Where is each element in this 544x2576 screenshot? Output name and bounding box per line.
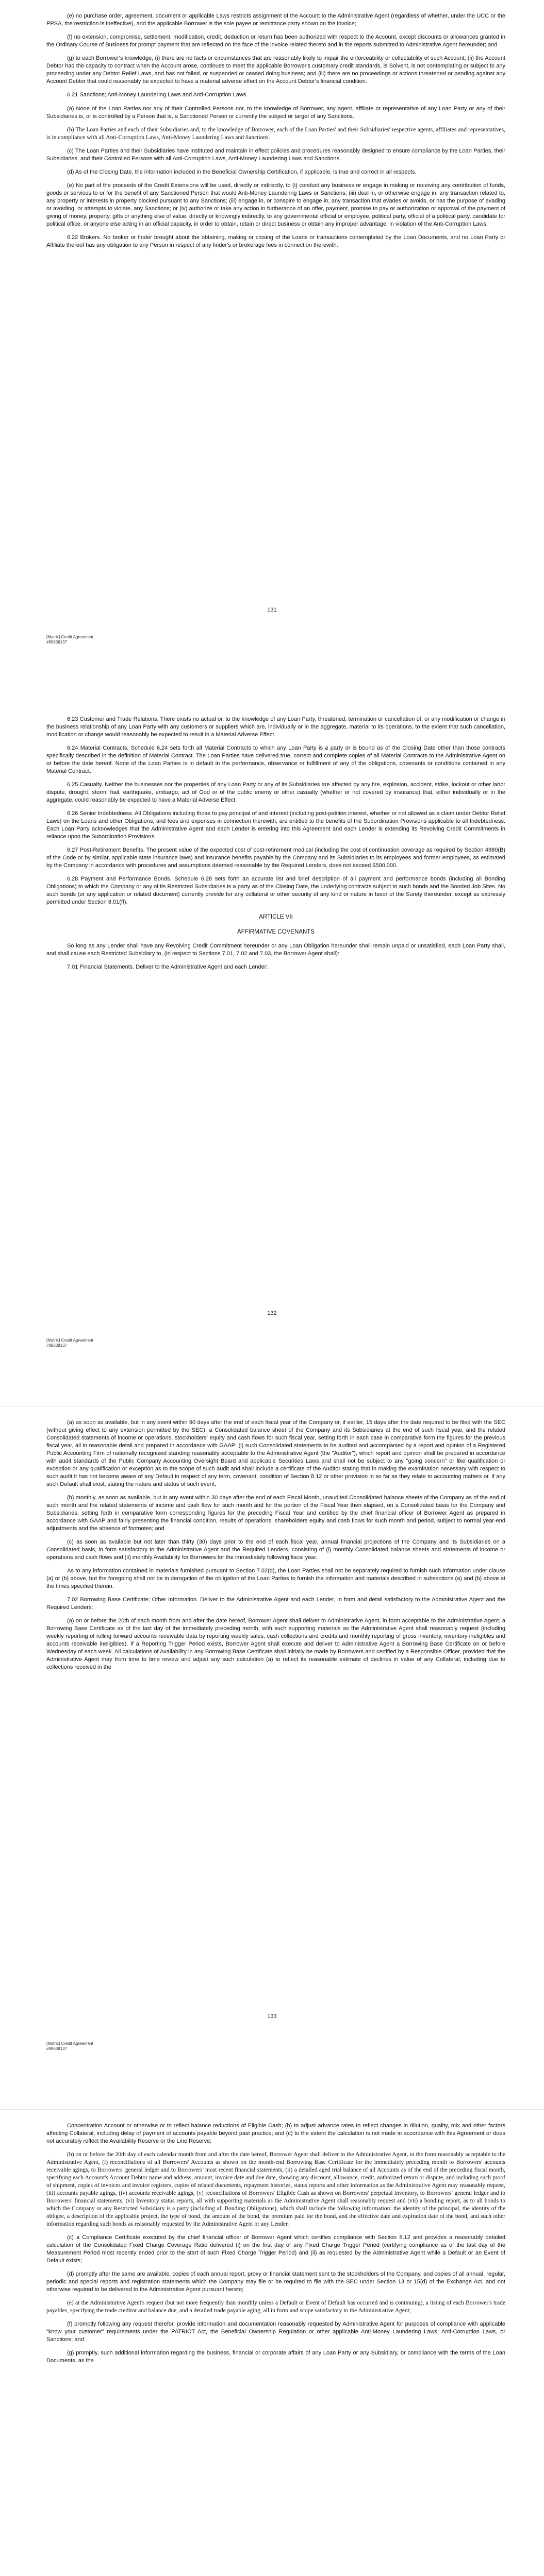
footer-document-id: #89638137: [46, 2046, 68, 2051]
paragraph: (a) as soon as available, but in any event within 90 days after the end of each fiscal year of the Company or, if earlier, 15 days after the date required to be filed with the SEC (without giving effect to any extension permitted by the SEC), a Consolidated balance sheet of the Company and its Subsidiaries at the end of such fiscal year, and the related Consolidated statements of income or operations, stockholders' equity and cash flows for such fiscal year, setting forth in each case in comparative form the figures for the previous fiscal year, all in reasonable detail and prepared in accordance with GAAP: (i) such Consolidated statements to be audited and accompanied by a report and opinion of a Registered Public Accounting Firm of nationally recognized standing reasonably acceptable to the Administrative Agent (the "Auditor"), which report and opinion shall be prepared in accordance with audit standards of the Public Company Accounting Oversight Board and applicable Securities Laws and shall not be subject to any "going concern" or like qualification or exception or any qualification or exception as to the scope of such audit and shall include a certificate of the Auditor stating that in making the examination necessary with respect to such audit it has not become aware of any Default in respect of any term, covenant, condition of Section 8.12 or other provision in so far as they relate to accounting matters or, if any such Default shall exist, stating the nature and status of such event;: [46, 1419, 505, 1487]
paragraph: 6.24 Material Contracts. Schedule 6.24 sets forth all Material Contracts to which any Loan Party is a party or is bound as of the Closing Date other than those contracts specifically described in the definition of Material Contract. The Loan Parties have delivered true, correct and complete copies of all Material Contracts to the Administrative Agent on or before the date hereof. None of the Loan Parties is in default in the performance, observance or fulfillment of any of the obligations, covenants or conditions contained in any Material Contract.: [46, 745, 505, 774]
paragraph: (f) no extension, compromise, settlement, modification, credit, deduction or return has been authorized with respect to the Account, except discounts or allowances granted in the Ordinary Course of Business for prompt payment that are reflected on the face of the invoice related thereto and in the reports submitted to Administrative Agent hereunder; and: [46, 34, 505, 48]
paragraph: (d) promptly after the same are available, copies of each annual report, proxy or financial statement sent to the stockholders of the Company, and copies of all annual, regular, periodic and special reports and registration statements which the Company may file or be required to file with the SEC under Section 13 or 15(d) of the Exchange Act, and not otherwise required to be delivered to the Administrative Agent pursuant hereto;: [46, 2271, 505, 2293]
paragraph: 6.25 Casualty. Neither the businesses nor the properties of any Loan Party or any of its Subsidiaries are affected by any fire, explosion, accident, strike, lockout or other labor dispute, drought, storm, hail, earthquake, embargo, act of God or of the public enemy or other casualty (whether or not covered by insurance) that, either individually or in the aggregate, could reasonably be expected to have a Material Adverse Effect.: [46, 782, 505, 803]
article-heading: ARTICLE VII: [259, 914, 293, 920]
section-heading: 7.01 Financial Statements. Deliver to the Administrative Agent and each Lender:: [67, 964, 268, 970]
paragraph: (d) As of the Closing Date, the information included in the Beneficial Ownership Certification, if applicable, is true and correct in all respects.: [67, 169, 417, 175]
paragraph: 6.23 Customer and Trade Relations. There exists no actual or, to the knowledge of any Loan Party, threatened, termination or cancellation of, or any modification or change in the business relationship of any Loan Party with any customers or suppliers which are, individually or in the aggregate, material to its operations, to the extent that such cancellation, modification or change would reasonably be expected to result in a Material Adverse Effect.: [46, 716, 505, 738]
section-heading: 6.21 Sanctions; Anti-Money Laundering Laws and Anti-Corruption Laws: [67, 92, 246, 98]
paragraph: Concentration Account or otherwise or to reflect balance reductions of Eligible Cash; (b) to adjust advance rates to reflect changes in dilution, quality, mix and other factors affecting Collateral, including delay of payment of accounts payable beyond past practice; and (c) to the extent the calculation is not made in accordance with this Agreement or does not accurately reflect the Availability Reserve or the Line Reserve;: [46, 2123, 505, 2144]
paragraph: (e) No part of the proceeds of the Credit Extensions will be used, directly or indirectly, to (i) conduct any business or engage in making or receiving any contribution of funds, goods or services to or for the benefit of any Sanctioned Person that would Anti-Money Laundering Laws or Sanctions; (iii) deal in, or otherwise engage in, any transaction related to, any property or interests in property blocked pursuant to any Sanctions; (iii) engage in, or conspire to engage in, any transaction that evades or avoids, or has the purpose of evading or avoiding, or attempts to violate, any Sanctions; or (iv) authorize or take any action in furtherance of an offer, payment, promise to pay or authorization or approval of the payment of giving of money, property, gifts or anything else of value, directly or knowingly indirectly, to any governmental official or employee, political party, official of a political party, candidate for political office, or anyone else acting in an official capacity, in order to obtain, retain or direct business or obtain any improper advantage, in violation of the Anti-Corruption Laws.: [46, 182, 505, 227]
paragraph: 6.22 Brokers. No broker or finder brought about the obtaining, making or closing of the Loans or transactions contemplated by the Loan Documents, and no Loan Party or Affiliate thereof has any obligation to any Person in respect of any finder's or brokerage fees in connection therewith.: [46, 234, 505, 248]
paragraph: (c) The Loan Parties and their Subsidiaries have instituted and maintain in effect policies and procedures reasonably designed to ensure compliance by the Loan Parties, their Subsidiaries, and their Controlled Persons with all Anti-Corruption Laws, Anti-Money Laundering Laws and Sanctions.: [46, 148, 505, 162]
document-page: [0, 1406, 544, 2110]
paragraph: (e) no purchase order, agreement, document or applicable Laws restricts assignment of the Account to the Administrative Agent (regardless of whether, under the UCC or the PPSA, the restriction is ineffective), and the applicable Borrower is the sole payee or remittance party shown on the invoice;: [46, 13, 505, 27]
paragraph: (a) None of the Loan Parties nor any of their Controlled Persons nor, to the knowledge of Borrower, any agent, affiliate or representative of any Loan Party or any of their Subsidiaries is, or is controlled by a Person that is, a Sanctioned Person or currently the subject or target of any Sanctions.: [46, 106, 505, 120]
page-number: 132: [267, 1310, 277, 1316]
footer-document-title: [Matrix] Credit Agreement: [46, 2041, 93, 2046]
footer-document-id: #89638137: [46, 640, 68, 645]
paragraph: (b) on or before the 20th day of each calendar month from and after the date hereof, Borrower Agent shall deliver to the Administrative Agent, in the form reasonably acceptable to the Administrative Agent, (i) reconciliations of all Borrowers' Accounts as shown on the month-end Borrowing Base Certificate for the immediately preceding month to Borrowers' accounts receivable agings, to Borrowers' general ledger and to Borrowers' most recent financial statements, (ii) a detailed aged trial balance of all Accounts as of the end of the preceding fiscal month, specifying each Account's Account Debtor name and address, amount, invoice date and due date, showing any discount, allowance, credit, authorized return or dispute, and including such proof of shipment, copies of invoices and invoice registers, copies of related documents, repayment histories, status reports and other information as the Administrative Agent may reasonably request, (iii) accounts payable agings, (iv) accounts receivable agings, (v) reconciliations of Borrowers' Eligible Cash as shown on Borrowers' perpetual inventory, to Borrowers' general ledger and to Borrowers' financial statements, (vi) Inventory status reports, all with supporting materials as the Administrative Agent shall reasonably request and (vii) a bonding report, as to all bonds to which the Company or any Restricted Subsidiary is a party (including all Bonding Obligations), which shall include the following information: the identity of the principal, the identity of the obligee, a description of the applicable project, the type of bond, the amount of the bond, the premium paid for the bond, and the effective date and expiration date of the bond, and such other information regarding such bonds as reasonably requested by the Administrative Agent or any Lender.: [46, 2151, 505, 2227]
paragraph: So long as any Lender shall have any Revolving Credit Commitment hereunder or any Loan Obligation hereunder shall remain unpaid or unsatisfied, each Loan Party shall, and shall cause each Restricted Subsidiary to, (in respect to Sections 7.01, 7.02 and 7.03, the Borrower Agent shall):: [46, 943, 505, 957]
paragraph: (b) The Loan Parties and each of their Subsidiaries and, to the knowledge of Borrower, each of the Loan Parties' and their Subsidiaries' respective agents, affiliates and representatives, is in compliance with all Anti-Corruption Laws, Anti-Money Laundering Laws and Sanctions.: [46, 127, 505, 141]
footer-document-title: [Matrix] Credit Agreement: [46, 635, 93, 639]
document-page: [0, 703, 544, 1406]
page-number: 133: [267, 2013, 277, 2020]
page-footer: [46, 1338, 93, 1348]
paragraph: (b) monthly, as soon as available, but in any event within 30 days after the end of each Fiscal Month, unaudited Consolidated balance sheets of the Company as of the end of such month and the related statements of income and cash flow for such month and for the portion of the Fiscal Year then elapsed, on a Consolidated basis for the Company and Subsidiaries, setting forth in comparative form corresponding figures for the preceding Fiscal Year and certified by the chief financial officer of Borrower Agent as prepared in accordance with GAAP and fairly presenting the financial condition, results of operations, shareholders equity and cash flows for such month and period, subject to normal year-end adjustments and the absence of footnotes; and: [46, 1495, 505, 1532]
page-number: 131: [267, 607, 277, 613]
paragraph: (c) a Compliance Certificate executed by the chief financial officer of Borrower Agent which certifies compliance with Section 8.12 and provides a reasonably detailed calculation of the Consolidated Fixed Charge Coverage Ratio delivered (i) on the first day of any Fixed Charge Trigger Period (certifying compliance as of the last day of the Measurement Period most recently ended prior to the start of such Fixed Charge Trigger Period) and (ii) as requested by the Administrative Agent while a Default or an Event of Default exists;: [46, 2234, 505, 2264]
footer-document-id: #89638137: [46, 1343, 68, 1348]
paragraph: 7.02 Borrowing Base Certificate; Other Information. Deliver to the Administrative Agent and each Lender, in form and detail satisfactory to the Administrative Agent and the Required Lenders:: [46, 1597, 505, 1611]
paragraph: (e) at the Administrative Agent's request (but not more frequently than monthly unless a Default or Event of Default has occurred and is continuing), a listing of each Borrower's trade payables, specifying the trade creditor and balance due, and a detailed trade payable aging, all in form and scope satisfactory to the Administrative Agent;: [46, 2300, 505, 2314]
article-heading: AFFIRMATIVE COVENANTS: [237, 929, 315, 935]
paragraph: 6.26 Senior Indebtedness. All Obligations including those to pay principal of and interest (including post-petition interest, whether or not allowed as a claim under Debtor Relief Laws) on the Loans and other Obligations, and fees and expenses in connection therewith, are entitled to the benefits of the Subordination Provisions applicable to all Indebtedness. Each Loan Party acknowledges that the Administrative Agent and each Lender is entering into this Agreement and each Lender is extending its Revolving Credit Commitments in reliance upon the Subordination Provisions.: [46, 810, 505, 840]
paragraph: 6.28 Payment and Performance Bonds. Schedule 6.28 sets forth an accurate list and brief description of all payment and performance bonds (including all Bonding Obligations) to which the Company or any of its Restricted Subsidiaries is a party as of the Closing Date, the underlying contracts subject to such bonds and the Bonded Job Sites. No such bonds (or any application or related document) currently provide for any collateral or other security of any kind or nature in favor of the Surety thereunder, except as expressly permitted under Section 8.01(ff).: [46, 876, 505, 905]
page-footer: [46, 2041, 93, 2052]
paragraph: As to any information contained in materials furnished pursuant to Section 7.02(d), the Loan Parties shall not be separately required to furnish such information under clause (a) or (b) above, but the foregoing shall not be in derogation of the obligation of the Loan Parties to furnish the information and materials described in subsections (a) and (b) above at the times specified therein.: [46, 1568, 505, 1589]
footer-document-title: [Matrix] Credit Agreement: [46, 1338, 93, 1343]
paragraph: (a) on or before the 20th of each month from and after the date hereof, Borrower Agent shall deliver to Administrative Agent, in form acceptable to the Administrative Agent, a Borrowing Base Certificate as of the last day of the immediately preceding month, with such supporting materials as the Administrative Agent shall reasonably request (including weekly reporting of rolling forward accounts receivable data by reporting weekly sales, cash collections and credits and monthly reporting of gross inventory, inventory ineligibles and accounts receivable ineligibles). If a Reporting Trigger Period exists, Borrower Agent shall execute and deliver to Administrative Agent a Borrowing Base Certificate on or before Wednesday of each week. All calculations of Availability in any Borrowing Base Certificate shall initially be made by Borrowers and certified by a Responsible Officer, provided that the Administrative Agent may from time to time review and adjust any such calculation (a) to reflect its reasonable estimate of declines in value of any Collateral, including due to collections received in the: [46, 1618, 505, 1670]
document-page: [0, 2110, 544, 2576]
paragraph: (f) promptly following any request therefor, provide information and documentation reasonably requested by Administrative Agent for purposes of compliance with applicable "know your customer" requirements under the PATRIOT Act, the Beneficial Ownership Regulation or other applicable Anti-Money Laundering Laws, Anti-Corruption Laws, or Sanctions; and: [46, 2321, 505, 2343]
document-page: [0, 0, 544, 703]
page-footer: [46, 635, 93, 645]
paragraph: (c) as soon as available but not later than thirty (30) days prior to the end of each fiscal year, annual financial projections of the Company and its Subsidiaries on a Consolidated basis, in form satisfactory to the Administrative Agent and the Required Lenders, consisting of (i) monthly Consolidated balance sheets and statements of income or operations and cash flows and (ii) monthly Availability for Borrowers for the immediately following fiscal year.: [46, 1539, 505, 1561]
paragraph: (g) promptly, such additional information regarding the business, financial or corporate affairs of any Loan Party or any Subsidiary, or compliance with the terms of the Loan Documents, as the: [46, 2350, 505, 2364]
paragraph: (g) to each Borrower's knowledge, (i) there are no facts or circumstances that are reasonably likely to impair the enforceability or collectability of such Account; (ii) the Account Debtor had the capacity to contract when the Account arose, continues to meet the applicable Borrower's customary credit standards, is Solvent, is not contemplating or subject to any proceeding under any Debtor Relief Laws, and has not failed, or suspended or ceased doing business; and (iii) there are no proceedings or actions threatened or pending against any Account Debtor that could reasonably be expected to have a material adverse effect on the Account Debtor's financial condition.: [46, 55, 505, 84]
paragraph: 6.27 Post-Retirement Benefits. The present value of the expected cost of post-retirement medical (including the cost of continuation coverage as required by Section 4980(B) of the Code or by similar, applicable state insurance laws) and insurance benefits payable by the Company and its Subsidiaries to its employees and former employees, as estimated by the Company in accordance with procedures and assumptions deemed reasonable by the Required Lenders, does not exceed $500,000.: [46, 847, 505, 869]
